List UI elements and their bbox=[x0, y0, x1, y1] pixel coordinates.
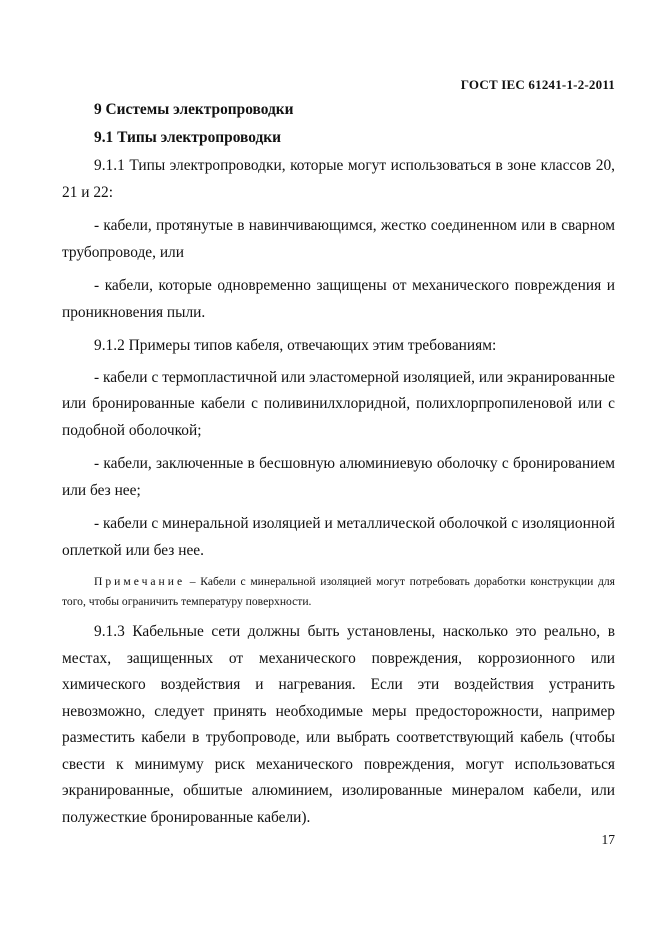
note-label: Примечание bbox=[94, 575, 186, 588]
note bbox=[62, 572, 615, 612]
section-title: 9 Системы электропроводки bbox=[94, 101, 294, 118]
page-number: 17 bbox=[601, 832, 615, 847]
subsection-title: 9.1 Типы электропроводки bbox=[94, 129, 281, 146]
paragraph-9-1-2: 9.1.2 Примеры типов кабеля, отвечающих этим требованиям: bbox=[94, 337, 497, 354]
bullet-item: - кабели, которые одновременно защищены от механического повреждения и проникновения пыли. bbox=[62, 277, 615, 321]
bullet-item: - кабели с термопластичной или эластомерной изоляцией, или экранированные или бронированные кабели с поливинилхлоридной, полихлорпропиленовой или с подобной оболочкой; bbox=[62, 368, 615, 439]
document-body bbox=[62, 97, 615, 831]
paragraph-9-1-3: 9.1.3 Кабельные сети должны быть установлены, насколько это реально, в местах, защищенных от механического повреждения, коррозионного или химического воздействия и нагревания. Если эти воздействия устранить невозможно, следует принять необходимые меры предосторожности, например разместить кабели в трубопроводе, или выбрать соответствующий кабель (чтобы свести к минимуму риск механического повреждения, могут использоваться экранированные, обшитые алюминием, изолированные минералом кабели, или полужесткие бронированные кабели). bbox=[62, 623, 615, 826]
bullet-item: - кабели, протянутые в навинчивающимся, жестко соединенном или в сварном трубопроводе, или bbox=[62, 217, 615, 261]
bullet-item: - кабели, заключенные в бесшовную алюминиевую оболочку с бронированием или без нее; bbox=[62, 455, 615, 499]
document-header: ГОСТ IEC 61241-1-2-2011 bbox=[460, 77, 615, 92]
paragraph-9-1-1: 9.1.1 Типы электропроводки, которые могут использоваться в зоне классов 20, 21 и 22: bbox=[62, 157, 615, 201]
bullet-item: - кабели с минеральной изоляцией и металлической оболочкой с изоляционной оплеткой или без нее. bbox=[62, 515, 615, 559]
note-text: – Кабели с минеральной изоляцией могут потребовать доработки конструкции для того, чтобы ограничить температуру поверхности. bbox=[62, 575, 615, 608]
